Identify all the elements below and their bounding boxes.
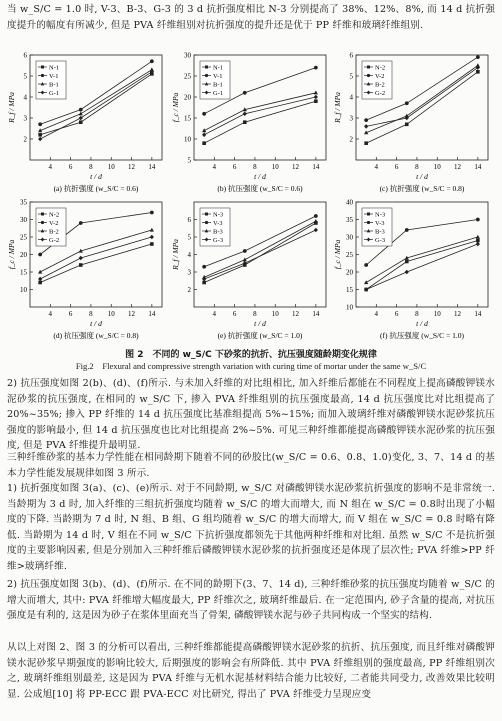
- y-axis-label: R_f / MPa: [171, 239, 180, 270]
- x-tick-label: 8: [415, 163, 419, 171]
- legend-marker: [41, 213, 44, 216]
- data-point-V-3: [476, 218, 480, 222]
- chart-d: [7, 199, 162, 341]
- x-tick-label: 4: [48, 163, 53, 171]
- data-point-N-3: [405, 260, 409, 264]
- y-tick-label: 10: [20, 286, 27, 294]
- legend: [362, 61, 392, 99]
- legend: [200, 208, 230, 246]
- chart-a: [7, 52, 162, 194]
- y-axis-label: f_c / MPa: [7, 239, 16, 270]
- x-tick-label: 6: [68, 310, 73, 318]
- data-point-V-2: [38, 253, 42, 257]
- x-tick-label: 8: [253, 163, 257, 171]
- y-tick-label: 15: [184, 114, 191, 123]
- data-point-V-3: [314, 214, 318, 218]
- y-tick-label: 30: [184, 51, 191, 60]
- data-point-V-3: [243, 249, 247, 253]
- x-tick-label: 12: [292, 163, 300, 171]
- y-tick-label: 5: [187, 233, 191, 242]
- y-tick-label: 25: [184, 72, 191, 81]
- chart-caption: (c) 抗折强度 (w_S/C = 0.8): [379, 184, 465, 193]
- y-tick-label: 10: [184, 135, 191, 144]
- data-point-G-1: [79, 116, 83, 121]
- x-tick-label: 4: [212, 310, 217, 318]
- data-point-G-1: [38, 137, 42, 142]
- legend-label: N-1: [49, 64, 60, 72]
- legend-label: N-1: [213, 64, 224, 72]
- legend-label: N-2: [49, 211, 60, 219]
- y-tick-label: 10: [346, 303, 353, 312]
- data-point-B-1: [79, 112, 83, 116]
- legend-label: N-2: [375, 64, 386, 72]
- data-point-G-3: [202, 277, 206, 282]
- x-tick-label: 14: [148, 310, 156, 318]
- x-tick-label: 8: [89, 310, 93, 318]
- y-tick-label: 6: [23, 51, 27, 60]
- paragraph-conclusion: 从以上对图 2、图 3 的分析可以看出, 三种纤维都能提高磷酸钾镁水泥砂浆的抗折、抗压强度, 而且纤维对磷酸钾镁水泥砂浆早期强度的影响比较大, 后期强度的影响会有所降低. 其中 PVA 纤维组别的强度最高, PP 纤维组别次之, 玻璃纤维组别最差, 这是因为 PVA 纤维与无机水泥基材料结合能力比较好, 二者能共同受力, 改善效果比较明显. 公成旭[10] 将 PP-ECC 跟 PVA-ECC 对比研究, 得出了 PVA 纤维受力呈现应变: [7, 642, 495, 700]
- x-tick-label: 10: [433, 163, 441, 171]
- x-tick-label: 10: [107, 163, 115, 171]
- y-tick-label: 20: [346, 268, 353, 277]
- legend: [36, 61, 66, 99]
- paragraph-compressive-analysis: 2) 抗压强度如图 3(b)、(d)、(f)所示. 在不同的龄期下(3、7、14 d), 三种纤维砂浆的抗压强度均随着 w_S/C 的增大而增大, 其中: PVA 纤维增大幅度最大, PP 纤维次之, 玻璃纤维最后. 在一定范围内, 砂子含量的提高, 对抗压强度是有利的, 这是因为砂子在浆体里面充当了骨架, 磷酸钾镁水泥与砂子共同构成一个坚实的结构.: [7, 579, 495, 621]
- legend-marker: [367, 66, 370, 69]
- data-point-G-3: [476, 242, 480, 247]
- data-point-G-2: [38, 277, 42, 282]
- x-tick-label: 12: [128, 310, 136, 318]
- data-point-N-1: [202, 141, 206, 145]
- data-point-G-1: [202, 133, 206, 138]
- legend-label: V-2: [49, 219, 59, 227]
- y-tick-label: 20: [20, 251, 27, 259]
- legend-label: N-3: [375, 211, 386, 219]
- y-axis-label: f_c / MPa: [171, 92, 180, 123]
- legend-marker: [367, 74, 370, 77]
- intro-paragraph: 当 w_S/C = 1.0 时, V-3、B-3、G-3 的 3 d 抗折强度相比 N-3 分别提高了 38%、12%、8%, 而 14 d 抗折强度提升的幅度有所减少, 但是 PVA 纤维组别对抗折强度的提升还是优于 PP 纤维和玻璃纤维组别.: [7, 4, 495, 31]
- x-axis-label: t / d: [254, 172, 266, 181]
- y-tick-label: 3: [23, 114, 27, 123]
- legend-label: V-3: [375, 219, 385, 227]
- data-point-N-2: [79, 263, 83, 267]
- data-point-V-3: [405, 228, 409, 232]
- data-point-B-2: [150, 228, 154, 232]
- y-tick-label: 5: [187, 156, 191, 165]
- y-tick-label: 35: [346, 216, 353, 224]
- legend-marker: [205, 221, 208, 224]
- chart-caption: (e) 抗折强度 (w_S/C = 1.0): [217, 331, 303, 340]
- y-tick-label: 2: [349, 135, 353, 144]
- x-tick-label: 8: [253, 310, 257, 318]
- chart-caption: (d) 抗压强度 (w_S/C = 0.8): [53, 331, 139, 340]
- y-tick-label: 6: [187, 216, 191, 224]
- data-point-G-2: [364, 124, 368, 129]
- data-point-V-1: [202, 112, 206, 116]
- y-tick-label: 3: [187, 268, 191, 277]
- legend-label: B-3: [213, 228, 223, 236]
- y-tick-label: 2: [187, 286, 191, 294]
- legend-label: B-3: [375, 228, 385, 236]
- legend-marker: [367, 221, 370, 224]
- x-tick-label: 12: [128, 163, 136, 171]
- legend-label: V-3: [213, 219, 223, 227]
- data-point-V-3: [364, 263, 368, 267]
- data-point-V-2: [150, 211, 154, 215]
- data-point-G-2: [79, 256, 83, 261]
- y-tick-label: 5: [23, 72, 27, 81]
- legend-marker: [41, 74, 44, 77]
- x-tick-label: 12: [292, 310, 300, 318]
- data-point-G-1: [314, 95, 318, 100]
- legend-label: B-1: [213, 81, 223, 89]
- data-point-B-3: [314, 219, 318, 223]
- x-tick-label: 6: [68, 163, 73, 171]
- legend: [362, 208, 392, 246]
- y-tick-label: 20: [184, 93, 191, 102]
- x-tick-label: 14: [312, 163, 320, 171]
- y-tick-label: 30: [346, 233, 353, 242]
- y-tick-label: 4: [187, 251, 191, 259]
- y-axis-label: f_c / MPa: [333, 239, 342, 270]
- data-point-V-2: [364, 118, 368, 122]
- x-tick-label: 12: [454, 310, 462, 318]
- data-point-N-1: [79, 120, 83, 124]
- legend: [36, 208, 66, 246]
- legend: [200, 61, 230, 99]
- data-point-B-1: [314, 91, 318, 95]
- y-tick-label: 4: [349, 93, 353, 102]
- legend-marker: [205, 66, 208, 69]
- x-tick-label: 4: [374, 163, 379, 171]
- legend-marker: [41, 221, 44, 224]
- x-tick-label: 10: [107, 310, 115, 318]
- x-tick-label: 12: [454, 163, 462, 171]
- x-tick-label: 8: [415, 310, 419, 318]
- paragraph-sand-ratio: 三种纤维砂浆的基本力学性能在相同龄期下随着不同的砂胶比(w_S/C = 0.6、0.8、1.0)变化, 3、7、14 d 的基本力学性能发展规律如图 3 所示.: [7, 452, 495, 479]
- x-axis-label: t / d: [254, 319, 266, 328]
- legend-label: N-3: [213, 211, 224, 219]
- data-point-G-2: [150, 235, 154, 240]
- legend-label: V-1: [49, 72, 59, 80]
- data-point-G-1: [243, 112, 247, 117]
- legend-marker: [205, 213, 208, 216]
- x-tick-label: 6: [232, 163, 237, 171]
- y-axis-label: R_f / MPa: [333, 92, 342, 123]
- legend-label: G-1: [49, 89, 60, 97]
- x-axis-label: t / d: [416, 172, 428, 181]
- y-tick-label: 15: [20, 268, 27, 277]
- chart-caption: (f) 抗压强度 (w_S/C = 1.0): [379, 331, 465, 340]
- paragraph-flexural-analysis: 1) 抗折强度如图 3(a)、(c)、(e)所示. 对于不同龄期, w_S/C 对磷酸钾镁水泥砂浆抗折强度的影响不是非常统一. 当龄期为 3 d 时, 加入纤维的三组抗折强度均随着 w_S/C 的增大而增大, 而 N 组在 w_S/C = 0.8时出现了小幅度的下降. 当龄期为 7 d 时, N 组、B 组、G 组均随着 w_S/C 的增大而增大, 而 V 组在 w_S/C = 0.8 时略有降低. 当龄期为 14 d 时, V 组在不同 w_S/C 下抗折强度都领先于其他两种纤维和对比组. 虽然 w_S/C 不是抗折强度的主要影响因素, 但是分别加入三种纤维后磷酸钾镁水泥砂浆的抗折强度还是体现了层次性; PVA 纤维>PP 纤维>玻璃纤维.: [7, 483, 495, 572]
- data-point-N-2: [405, 123, 409, 127]
- chart-f: [333, 199, 488, 341]
- x-tick-label: 8: [89, 163, 93, 171]
- figure-2: [0, 45, 502, 345]
- y-tick-label: 4: [23, 93, 27, 102]
- x-tick-label: 4: [374, 310, 379, 318]
- data-point-V-1: [38, 122, 42, 126]
- x-tick-label: 14: [148, 163, 156, 171]
- legend-label: G-1: [213, 89, 224, 97]
- data-point-N-2: [150, 242, 154, 246]
- series-line-G-1: [204, 97, 316, 135]
- x-tick-label: 14: [474, 310, 482, 318]
- x-tick-label: 10: [433, 310, 441, 318]
- legend-marker: [41, 66, 44, 69]
- x-axis-label: t / d: [90, 319, 102, 328]
- data-point-V-2: [476, 55, 480, 59]
- legend-marker: [205, 74, 208, 77]
- chart-c: [333, 52, 488, 194]
- y-tick-label: 35: [20, 198, 27, 207]
- chart-caption: (b) 抗压强度 (w_S/C = 0.6): [217, 184, 303, 193]
- data-point-N-1: [38, 133, 42, 137]
- legend-label: G-3: [213, 236, 224, 244]
- x-axis-label: t / d: [90, 172, 102, 181]
- y-tick-label: 6: [349, 51, 353, 60]
- figure-caption-zh: 图 2 不同的 w_S/C 下砂浆的抗折、抗压强度随龄期变化规律: [125, 350, 377, 360]
- data-point-V-1: [150, 59, 154, 63]
- y-tick-label: 25: [20, 233, 27, 242]
- x-tick-label: 6: [394, 310, 399, 318]
- data-point-N-2: [476, 70, 480, 74]
- y-tick-label: 5: [349, 72, 353, 81]
- x-tick-label: 4: [212, 163, 217, 171]
- y-tick-label: 40: [346, 198, 353, 207]
- data-point-V-2: [405, 101, 409, 105]
- data-point-V-3: [202, 265, 206, 269]
- legend-label: B-1: [49, 81, 59, 89]
- y-tick-label: 25: [346, 251, 353, 259]
- x-tick-label: 6: [232, 310, 237, 318]
- x-tick-label: 14: [474, 163, 482, 171]
- data-point-V-1: [243, 91, 247, 95]
- y-tick-label: 2: [23, 135, 27, 144]
- data-point-N-1: [314, 99, 318, 103]
- data-point-G-3: [405, 270, 409, 275]
- y-tick-label: 30: [20, 216, 27, 224]
- chart-caption: (a) 抗折强度 (w_S/C = 0.6): [53, 184, 139, 193]
- legend-label: B-2: [375, 81, 385, 89]
- x-tick-label: 14: [312, 310, 320, 318]
- data-point-V-1: [314, 66, 318, 70]
- legend-marker: [367, 213, 370, 216]
- chart-e: [171, 202, 326, 340]
- data-point-G-3: [314, 228, 318, 233]
- paragraph-compressive: 2) 抗压强度如图 2(b)、(d)、(f)所示. 与未加入纤维的对比组相比, 加入纤维后都能在不同程度上提高磷酸钾镁水泥砂浆的抗压强度, 在相同的 w_S/C 下, 掺入 PVA 纤维组别的抗压强度最高, 14 d 抗压强度比对比组提高了 20%~35%; 掺入 PP 纤维的 14 d 抗压强度比基准组提高 5%~15%; 而加入玻璃纤维对磷酸钾镁水泥砂浆抗压强度的影响最小, 但 14 d 抗压强度也比对比组提高 2%~5%. 可见三种纤维都能提高磷酸钾镁水泥砂浆的抗压强度, 但是 PVA 纤维提升最明显.: [7, 378, 495, 451]
- x-axis-label: t / d: [416, 319, 428, 328]
- legend-label: G-2: [49, 236, 60, 244]
- legend-label: V-2: [375, 72, 385, 80]
- x-tick-label: 10: [271, 163, 279, 171]
- data-point-N-1: [243, 120, 247, 124]
- y-tick-label: 3: [349, 114, 353, 123]
- data-point-V-1: [79, 108, 83, 112]
- x-tick-label: 4: [48, 310, 53, 318]
- figure-caption-en: Fig.2 Flexural and compressive strength variation with curing time of mortar under the same w_S/C: [75, 361, 427, 371]
- legend-label: G-2: [375, 89, 386, 97]
- chart-b: [171, 52, 326, 194]
- legend-label: B-2: [49, 228, 59, 236]
- y-axis-label: R_f / MPa: [7, 92, 16, 123]
- legend-label: V-1: [213, 72, 223, 80]
- legend-label: G-3: [375, 236, 386, 244]
- data-point-B-3: [476, 235, 480, 239]
- data-point-B-3: [364, 280, 368, 284]
- x-tick-label: 6: [394, 163, 399, 171]
- data-point-V-2: [79, 221, 83, 225]
- data-point-N-2: [364, 141, 368, 145]
- x-tick-label: 10: [271, 310, 279, 318]
- y-tick-label: 15: [346, 286, 353, 294]
